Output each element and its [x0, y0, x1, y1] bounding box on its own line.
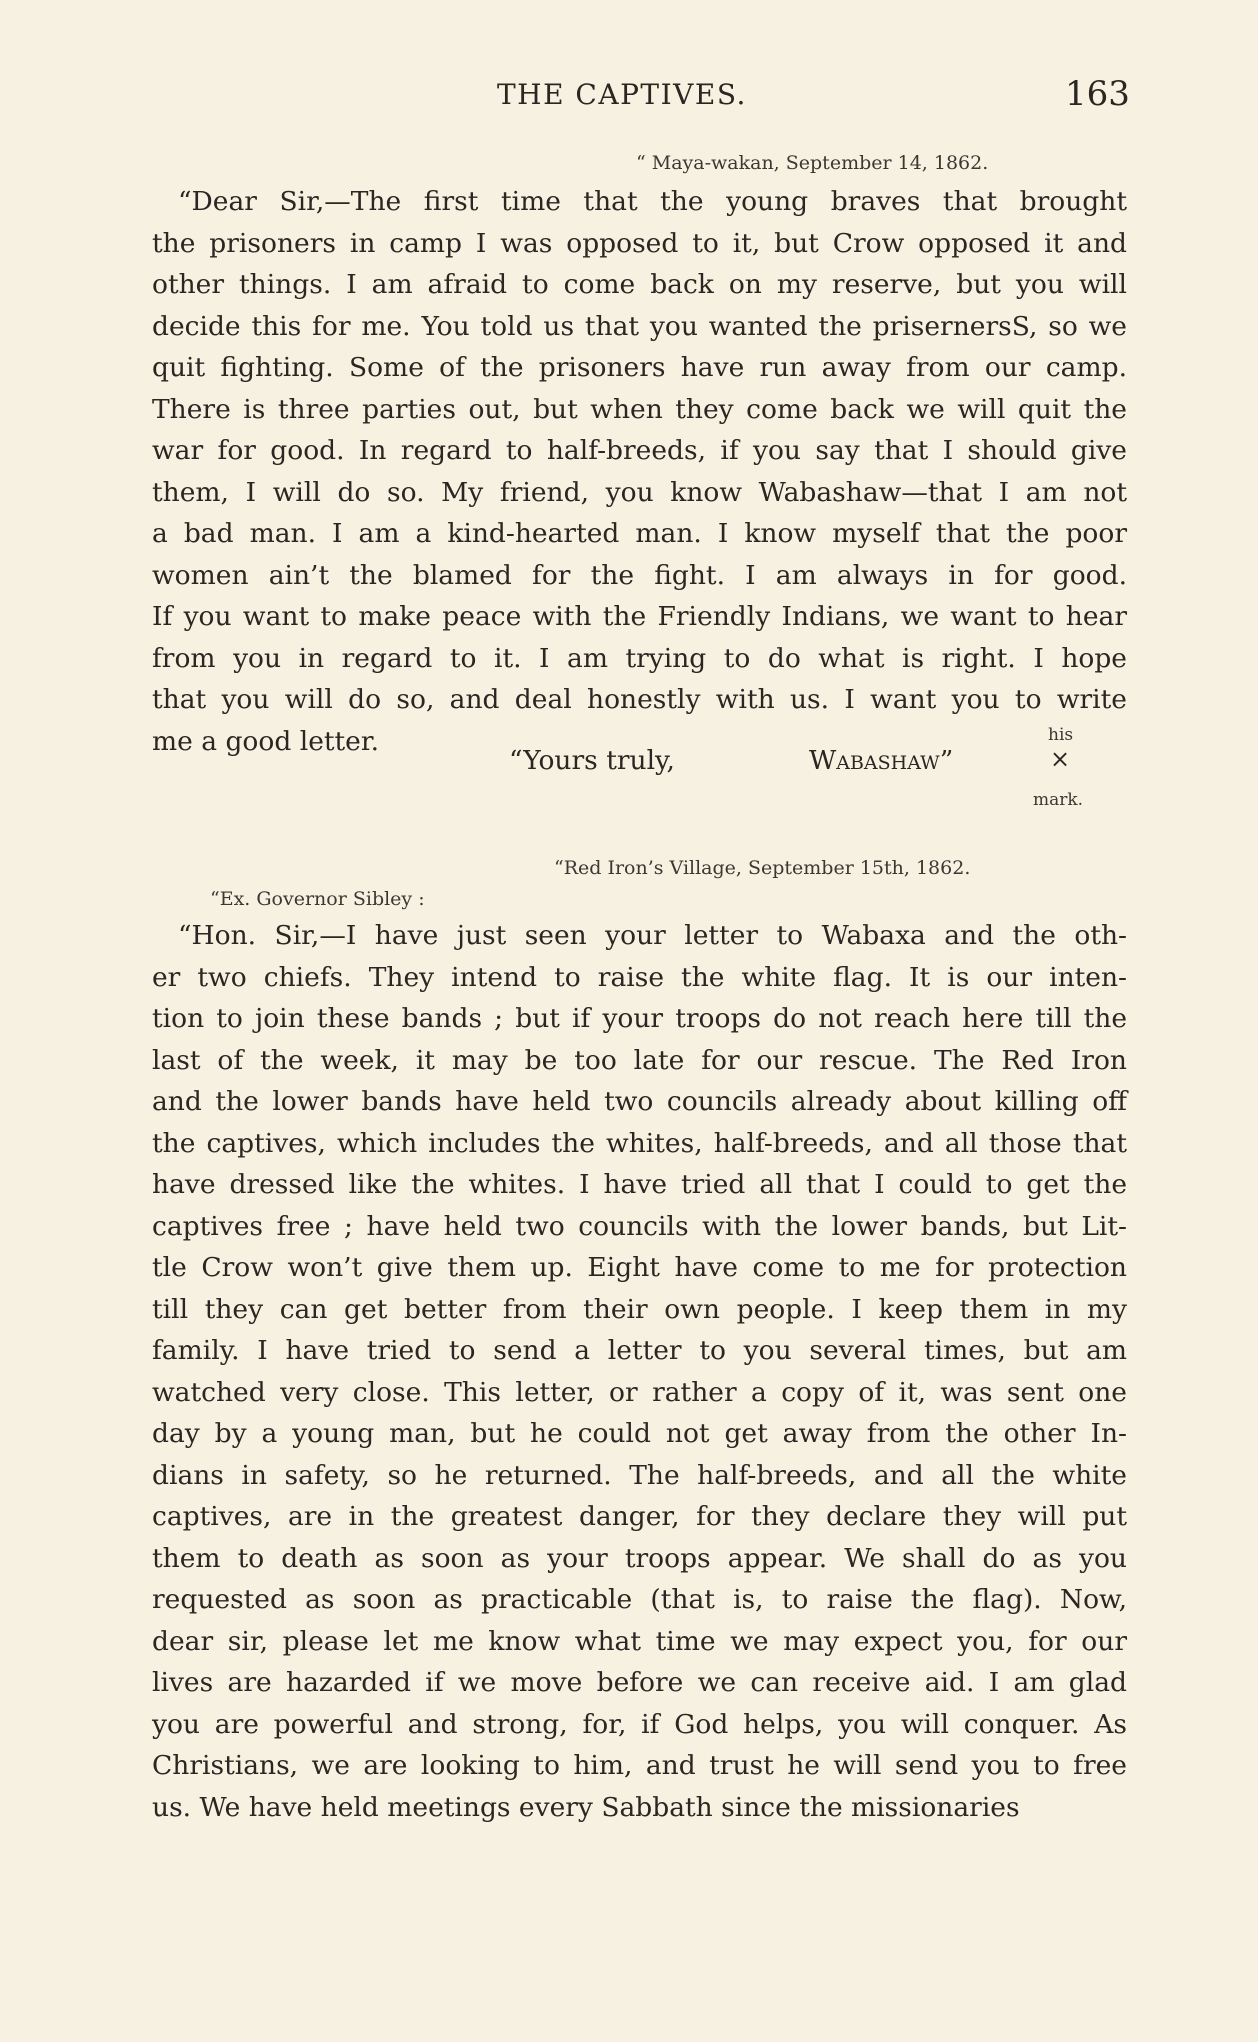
- text-line: decide this for me. You told us that you wanted the prisernersS, so we: [152, 310, 1127, 342]
- letter2-dateline: “Red Iron’s Village, September 15th, 1862.: [554, 857, 971, 879]
- text-line: Christians, we are looking to him, and trust he will send you to free: [152, 1750, 1127, 1781]
- text-line: a bad man. I am a kind-hearted man. I know myself that the poor: [152, 518, 1127, 549]
- chapter-title: THE CAPTIVES.: [497, 78, 747, 111]
- text-line: lives are hazarded if we move before we can receive aid. I am glad: [152, 1667, 1127, 1698]
- text-line: day by a young man, but he could not get away from the other In-: [152, 1418, 1127, 1449]
- text-line: have dressed like the whites. I have tried all that I could to get the: [152, 1169, 1127, 1200]
- text-line: tion to join these bands ; but if your troops do not reach here till the: [152, 1003, 1127, 1034]
- text-line: dear sir, please let me know what time we may expect you, for our: [152, 1625, 1127, 1657]
- text-line: requested as soon as practicable (that is, to raise the flag). Now,: [152, 1584, 1127, 1615]
- text-line: us. We have held meetings every Sabbath since the missionaries: [152, 1791, 1020, 1823]
- text-line: them to death as soon as your troops appear. We shall do as you: [152, 1542, 1127, 1574]
- text-line: women ain’t the blamed for the fight. I am always in for good.: [152, 559, 1127, 591]
- text-line: that you will do so, and deal honestly with us. I want you to write: [152, 684, 1127, 715]
- text-line: “Dear Sir,—The first time that the young braves that brought: [178, 186, 1127, 217]
- letter1-closing: “Yours truly,: [509, 745, 675, 776]
- text-line: from you in regard to it. I am trying to do what is right. I hope: [152, 642, 1127, 674]
- running-head: [0, 74, 1258, 118]
- signature-mark: mark.: [1033, 790, 1084, 810]
- text-line: other things. I am afraid to come back on my reserve, but you will: [152, 269, 1127, 300]
- letter2-addressee: “Ex. Governor Sibley :: [210, 888, 425, 910]
- text-line: family. I have tried to send a letter to you several times, but am: [152, 1335, 1127, 1366]
- text-line: last of the week, it may be too late for our rescue. The Red Iron: [152, 1044, 1127, 1076]
- text-line: watched very close. This letter, or rather a copy of it, was sent one: [152, 1376, 1127, 1408]
- text-line: and the lower bands have held two councils already about killing off: [152, 1086, 1127, 1117]
- text-line: er two chiefs. They intend to raise the white flag. It is our inten-: [152, 961, 1127, 993]
- text-line: till they can get better from their own people. I keep them in my: [152, 1293, 1127, 1325]
- text-line: the prisoners in camp I was opposed to it, but Crow opposed it and: [152, 227, 1127, 259]
- text-line: dians in safety, so he returned. The half-breeds, and all the white: [152, 1459, 1127, 1491]
- letter1-body: [152, 181, 1127, 762]
- text-line: quit fighting. Some of the prisoners have run away from our camp.: [152, 352, 1127, 383]
- text-line: There is three parties out, but when they come back we will quit the: [152, 393, 1127, 425]
- text-line: captives free ; have held two councils with the lower bands, but Lit-: [152, 1210, 1127, 1242]
- letter1-signature: Wabashaw”: [809, 745, 954, 776]
- text-line: captives, are in the greatest danger, for they declare they will put: [152, 1501, 1127, 1532]
- letter1-dateline: “ Maya-wakan, September 14, 1862.: [636, 152, 989, 174]
- letter2-body: [152, 915, 1127, 1828]
- page-number: 163: [1065, 74, 1130, 114]
- text-line: them, I will do so. My friend, you know Wabashaw—that I am not: [152, 476, 1127, 508]
- text-line: tle Crow won’t give them up. Eight have come to me for protection: [152, 1252, 1127, 1283]
- text-line: you are powerful and strong, for, if God helps, you will conquer. As: [152, 1708, 1127, 1740]
- signature-his: his: [1048, 725, 1074, 745]
- text-line: the captives, which includes the whites, half-breeds, and all those that: [152, 1127, 1127, 1159]
- text-line: “Hon. Sir,—I have just seen your letter to Wabaxa and the oth-: [178, 920, 1127, 951]
- text-line: me a good letter.: [152, 725, 380, 757]
- text-line: If you want to make peace with the Friendly Indians, we want to hear: [152, 601, 1127, 632]
- text-line: war for good. In regard to half-breeds, if you say that I should give: [152, 435, 1127, 466]
- signature-mark-x: ×: [1050, 745, 1071, 773]
